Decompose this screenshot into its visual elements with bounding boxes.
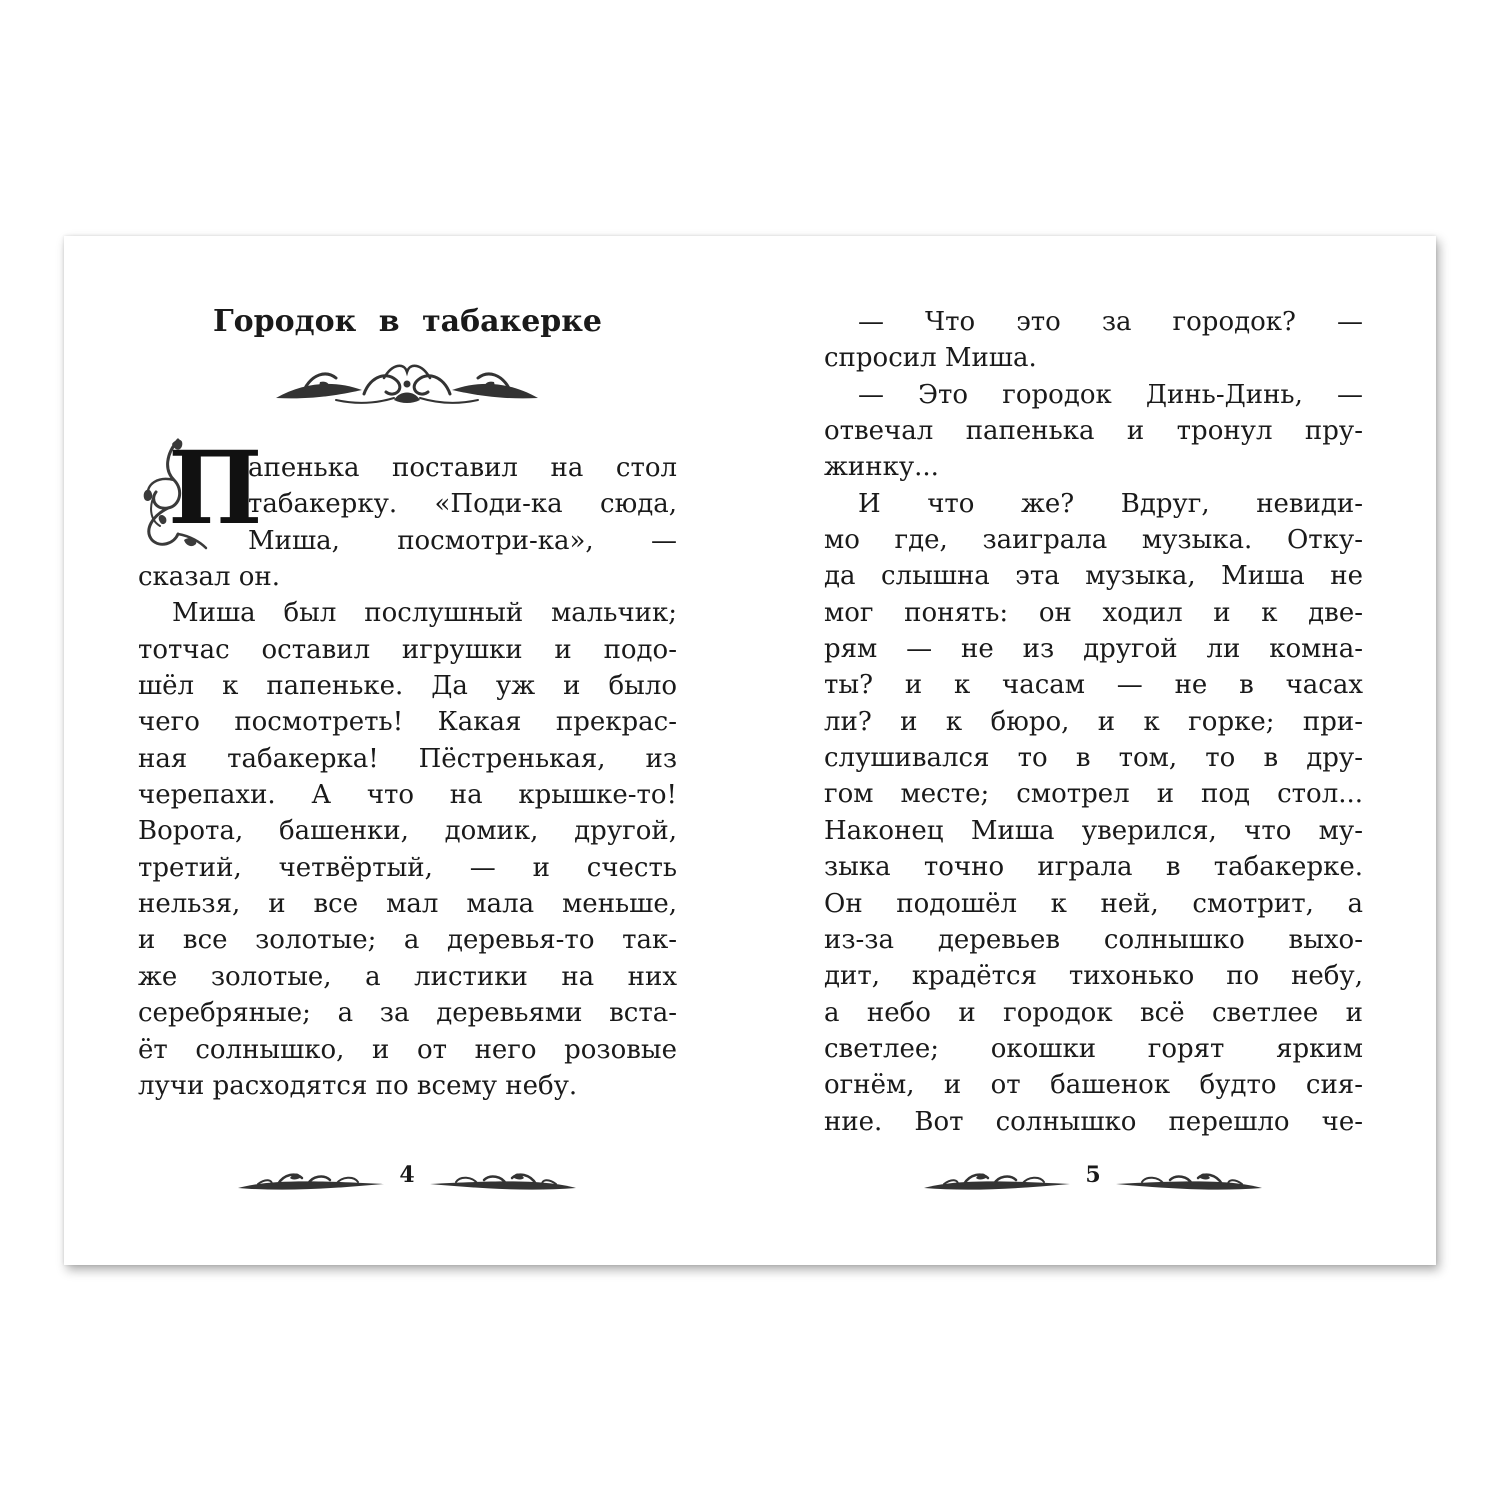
text-line: серебряные; а за деревьями вста-: [138, 998, 677, 1029]
text-line: Наконец Миша уверился, что му-: [824, 815, 1363, 846]
right-page-text: [824, 304, 1363, 1140]
text-line: огнём, и от башенок будто сия-: [824, 1070, 1363, 1101]
text-line: спросил Миша.: [824, 343, 1037, 374]
left-page: [138, 236, 677, 1265]
text-line: Ворота, башенки, домик, другой,: [138, 816, 677, 847]
text-line: ная табакерка! Пёстренькая, из: [138, 743, 677, 774]
right-page-footer: [824, 1160, 1363, 1200]
footer-ornament-left-icon: [238, 1168, 386, 1194]
text-line: Он подошёл к ней, смотрит, а: [824, 888, 1363, 919]
text-line: Миша был послушный мальчик;: [172, 598, 677, 629]
left-page-text: [138, 450, 677, 1104]
text-line: слушивался то в том, то в дру-: [824, 743, 1363, 774]
text-line: светлее; окошки горят ярким: [824, 1033, 1363, 1064]
page-number: 5: [1085, 1162, 1101, 1188]
text-line: третий, четвёртый, — и счесть: [138, 852, 677, 883]
text-line: ёт солнышко, и от него розовые: [138, 1034, 677, 1065]
text-line: тотчас оставил игрушки и подо-: [138, 634, 677, 665]
text-line: да слышна эта музыка, Миша не: [824, 561, 1363, 592]
text-line: и все золотые; а деревья-то так-: [138, 925, 677, 956]
text-line: гом месте; смотрел и под стол...: [824, 779, 1363, 810]
text-line: дит, крадётся тихонько по небу,: [824, 961, 1363, 992]
text-line: зыка точно играла в табакерке.: [824, 852, 1363, 883]
text-line: жинку...: [824, 452, 939, 483]
text-line: лучи расходятся по всему небу.: [138, 1070, 578, 1101]
text-line: И что же? Вдруг, невиди-: [858, 488, 1363, 519]
text-line: — Что это за городок? —: [858, 307, 1363, 337]
text-line: нельзя, и все мал мала меньше,: [138, 889, 677, 920]
book-spread: [64, 236, 1436, 1265]
text-line: рям — не из другой ли комна-: [824, 634, 1363, 665]
left-page-footer: [138, 1160, 677, 1200]
text-line: ние. Вот солнышко перешло че-: [824, 1106, 1363, 1137]
text-line: мо где, заиграла музыка. Отку-: [824, 525, 1363, 556]
text-line: же золотые, а листики на них: [138, 961, 677, 992]
text-line: чего посмотреть! Какая прекрас-: [138, 707, 677, 738]
text-line: Миша, посмотри-ка», —: [248, 525, 677, 556]
text-line: сказал он.: [138, 562, 281, 593]
text-line: табакерку. «Поди-ка сюда,: [248, 489, 677, 520]
text-line: апенька поставил на стол: [248, 453, 677, 483]
text-line: мог понять: он ходил и к две-: [824, 597, 1363, 628]
text-line: а небо и городок всё светлее и: [824, 997, 1363, 1028]
text-line: ли? и к бюро, и к горке; при-: [824, 706, 1363, 737]
text-line: шёл к папеньке. Да уж и было: [138, 671, 677, 702]
footer-ornament-right-icon: [1114, 1168, 1262, 1194]
text-line: черепахи. А что на крышке-то!: [138, 780, 677, 811]
text-line: — Это городок Динь-Динь, —: [858, 379, 1363, 410]
right-page: [824, 236, 1363, 1265]
chapter-title: Городок в табакерке: [212, 304, 603, 339]
text-line: отвечал папенька и тронул пру-: [824, 416, 1363, 447]
text-line: из-за деревьев солнышко выхо-: [824, 924, 1363, 955]
title-ornament-icon: [274, 360, 540, 408]
drop-cap-letter: П: [168, 429, 263, 547]
page-number: 4: [399, 1162, 415, 1188]
footer-ornament-right-icon: [428, 1168, 576, 1194]
footer-ornament-left-icon: [924, 1168, 1072, 1194]
text-line: ты? и к часам — не в часах: [824, 670, 1363, 701]
